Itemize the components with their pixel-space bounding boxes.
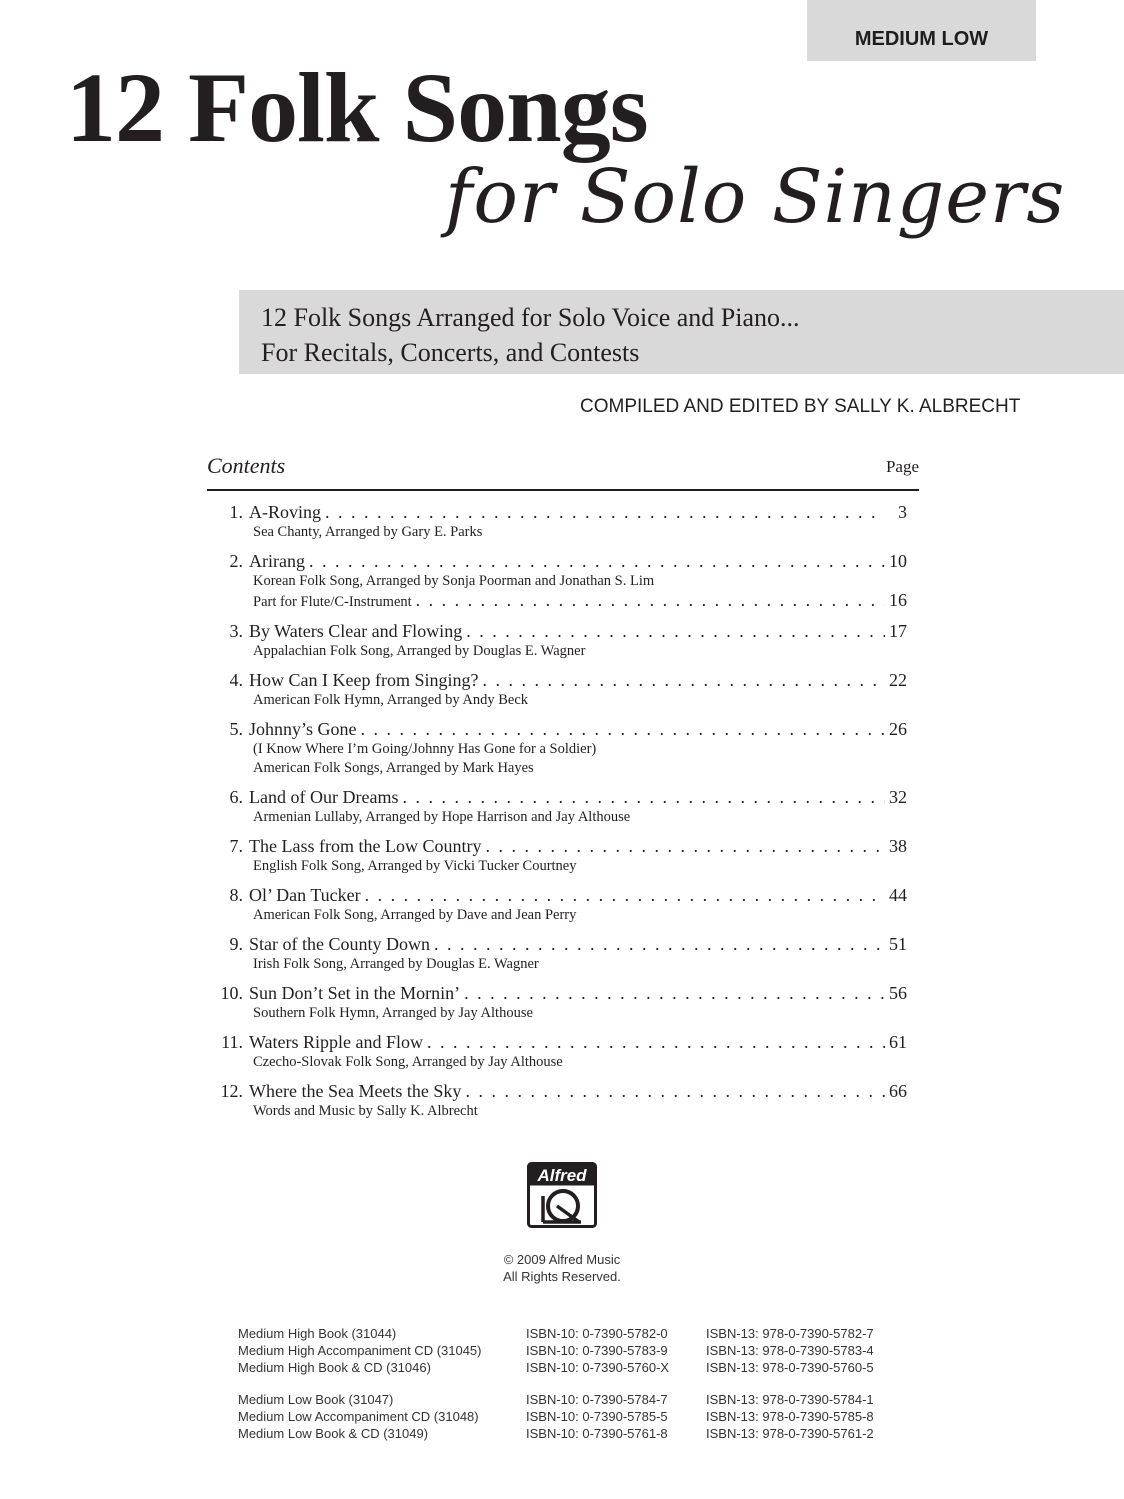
toc-entry-page: 61	[889, 1032, 907, 1052]
toc-entry-row	[207, 551, 907, 572]
toc-entry-page: 22	[889, 670, 907, 690]
table-of-contents	[207, 502, 907, 1130]
toc-entry-subtitle: Armenian Lullaby, Arranged by Hope Harrison and Jay Althouse	[253, 809, 631, 825]
toc-entry-row	[207, 836, 907, 857]
product-name: Medium High Book (31044)	[238, 1326, 397, 1341]
toc-entry-row	[207, 787, 907, 808]
toc-entry	[207, 934, 907, 974]
isbn-13: ISBN-13: 978-0-7390-5760-5	[706, 1360, 874, 1375]
isbn-row	[238, 1325, 874, 1342]
toc-entry-subtitle: Czecho-Slovak Folk Song, Arranged by Jay Althouse	[253, 1054, 563, 1070]
toc-entry-title: Arirang	[249, 551, 305, 571]
copyright	[462, 1251, 662, 1285]
toc-entry-page: 44	[889, 885, 907, 905]
toc-entry-number: 6.	[229, 787, 243, 807]
toc-entry	[207, 787, 907, 827]
isbn-10: ISBN-10: 0-7390-5783-9	[526, 1343, 668, 1358]
dot-leader	[482, 670, 885, 691]
toc-entry-number: 1.	[229, 502, 243, 522]
toc-entry-row	[207, 934, 907, 955]
isbn-group	[238, 1325, 874, 1376]
dot-leader	[402, 787, 885, 808]
toc-entry-title: Land of Our Dreams	[249, 787, 399, 807]
toc-entry-page: 56	[889, 983, 907, 1003]
isbn-list	[238, 1325, 874, 1457]
dot-leader	[416, 591, 885, 610]
isbn-10: ISBN-10: 0-7390-5761-8	[526, 1426, 668, 1441]
isbn-13: ISBN-13: 978-0-7390-5761-2	[706, 1426, 874, 1441]
contents-heading: Contents	[207, 453, 286, 478]
toc-entry	[207, 983, 907, 1023]
toc-entry-row	[207, 719, 907, 740]
toc-entry-row	[207, 502, 907, 523]
toc-entry-number: 12.	[220, 1081, 243, 1101]
toc-entry-subtitle: Southern Folk Hymn, Arranged by Jay Althouse	[253, 1005, 533, 1021]
toc-entry-number: 7.	[229, 836, 243, 856]
toc-entry-subtitle: American Folk Song, Arranged by Dave and Jean Perry	[253, 907, 577, 923]
dot-leader	[434, 934, 885, 955]
dot-leader	[427, 1032, 885, 1053]
product-name: Medium High Book & CD (31046)	[238, 1360, 431, 1375]
isbn-10: ISBN-10: 0-7390-5760-X	[526, 1360, 670, 1375]
logo-text: Alfred	[537, 1166, 587, 1185]
toc-entry-subtitle: English Folk Song, Arranged by Vicki Tucker Courtney	[253, 858, 577, 874]
toc-entry-number: 11.	[221, 1032, 243, 1052]
toc-entry-number: 4.	[229, 670, 243, 690]
toc-entry	[207, 719, 907, 778]
copyright-line-1: © 2009 Alfred Music	[503, 1252, 621, 1267]
toc-entry-subtitle: Appalachian Folk Song, Arranged by Douglas E. Wagner	[253, 643, 586, 659]
toc-entry-subtitle: Sea Chanty, Arranged by Gary E. Parks	[253, 524, 483, 540]
voice-range-tag: MEDIUM LOW	[807, 0, 1036, 61]
toc-entry-subtitle: Korean Folk Song, Arranged by Sonja Poorman and Jonathan S. Lim	[253, 573, 655, 589]
toc-entry-row	[207, 670, 907, 691]
toc-entry	[207, 502, 907, 542]
dot-leader	[485, 836, 885, 857]
dot-leader	[464, 983, 885, 1004]
dot-leader	[465, 1081, 885, 1102]
toc-entry	[207, 836, 907, 876]
toc-entry-title: How Can I Keep from Singing?	[249, 670, 479, 690]
product-name: Medium Low Book (31047)	[238, 1392, 394, 1407]
toc-entry-page: 3	[898, 502, 907, 522]
toc-entry-number: 5.	[229, 719, 243, 739]
product-name: Medium High Accompaniment CD (31045)	[238, 1343, 482, 1358]
isbn-row	[238, 1391, 874, 1408]
toc-entry-number: 10.	[220, 983, 243, 1003]
isbn-10: ISBN-10: 0-7390-5784-7	[526, 1392, 668, 1407]
toc-entry	[207, 1032, 907, 1072]
description-banner	[239, 290, 1124, 374]
dot-leader	[325, 502, 885, 523]
isbn-10: ISBN-10: 0-7390-5785-5	[526, 1409, 668, 1424]
toc-entry-page: 66	[889, 1081, 907, 1101]
toc-entry-subtitle: Irish Folk Song, Arranged by Douglas E. Wagner	[253, 956, 539, 972]
toc-entry	[207, 1081, 907, 1121]
product-name: Medium Low Book & CD (31049)	[238, 1426, 429, 1441]
toc-entry-extra-row	[207, 591, 907, 612]
toc-entry-title: The Lass from the Low Country	[249, 836, 482, 856]
toc-entry-page: 17	[889, 621, 907, 641]
isbn-row	[238, 1342, 874, 1359]
isbn-group	[238, 1391, 874, 1442]
dot-leader	[309, 551, 885, 572]
toc-entry-title: Sun Don’t Set in the Mornin’	[249, 983, 461, 1003]
toc-entry-page: 10	[889, 551, 907, 571]
toc-entry-number: 9.	[229, 934, 243, 954]
isbn-10: ISBN-10: 0-7390-5782-0	[526, 1326, 668, 1341]
toc-entry-title: Johnny’s Gone	[249, 719, 357, 739]
dot-leader	[466, 621, 885, 642]
copyright-line-2: All Rights Reserved.	[503, 1269, 621, 1284]
toc-entry-title: Waters Ripple and Flow	[249, 1032, 424, 1052]
toc-entry-page: 26	[889, 719, 907, 739]
isbn-row	[238, 1408, 874, 1425]
toc-entry-page: 32	[889, 787, 907, 807]
product-name: Medium Low Accompaniment CD (31048)	[238, 1409, 479, 1424]
toc-entry-row	[207, 1081, 907, 1102]
toc-entry-page: 51	[889, 934, 907, 954]
contents-header	[207, 453, 919, 491]
toc-entry-title: Where the Sea Meets the Sky	[249, 1081, 462, 1101]
banner-line-2: For Recitals, Concerts, and Contests	[261, 338, 640, 367]
toc-entry	[207, 670, 907, 710]
toc-entry-title: By Waters Clear and Flowing	[249, 621, 463, 641]
toc-entry-title: A-Roving	[249, 502, 321, 522]
toc-entry-row	[207, 983, 907, 1004]
isbn-13: ISBN-13: 978-0-7390-5783-4	[706, 1343, 874, 1358]
isbn-13: ISBN-13: 978-0-7390-5784-1	[706, 1392, 874, 1407]
toc-extra-page: 16	[889, 590, 907, 610]
toc-entry-row	[207, 1032, 907, 1053]
toc-entry-subtitle: American Folk Songs, Arranged by Mark Hayes	[253, 760, 534, 776]
toc-entry-number: 2.	[229, 551, 243, 571]
isbn-row	[238, 1425, 874, 1442]
page-title: 12 Folk Songs	[66, 52, 648, 163]
isbn-row	[238, 1359, 874, 1376]
toc-extra-title: Part for Flute/C-Instrument	[253, 594, 412, 610]
toc-entry-number: 3.	[229, 621, 243, 641]
toc-entry-title: Star of the County Down	[249, 934, 430, 954]
dot-leader	[361, 719, 886, 740]
toc-entry-subtitle: American Folk Hymn, Arranged by Andy Beck	[253, 692, 529, 708]
toc-entry-row	[207, 621, 907, 642]
toc-entry-page: 38	[889, 836, 907, 856]
isbn-13: ISBN-13: 978-0-7390-5782-7	[706, 1326, 874, 1341]
page-column-heading: Page	[885, 457, 919, 476]
toc-entry-number: 8.	[229, 885, 243, 905]
toc-entry-title: Ol’ Dan Tucker	[249, 885, 361, 905]
toc-entry-row	[207, 885, 907, 906]
isbn-13: ISBN-13: 978-0-7390-5785-8	[706, 1409, 874, 1424]
banner-line-1: 12 Folk Songs Arranged for Solo Voice and Piano...	[261, 303, 800, 332]
toc-entry	[207, 621, 907, 661]
page-subtitle: for Solo Singers	[445, 154, 1066, 240]
toc-entry-subtitle: (I Know Where I’m Going/Johnny Has Gone for a Soldier)	[253, 741, 597, 757]
toc-entry-subtitle: Words and Music by Sally K. Albrecht	[253, 1103, 478, 1119]
toc-entry	[207, 551, 907, 612]
dot-leader	[365, 885, 885, 906]
compiled-by: COMPILED AND EDITED BY SALLY K. ALBRECHT	[580, 396, 1021, 417]
alfred-logo-icon	[527, 1162, 597, 1228]
toc-entry	[207, 885, 907, 925]
